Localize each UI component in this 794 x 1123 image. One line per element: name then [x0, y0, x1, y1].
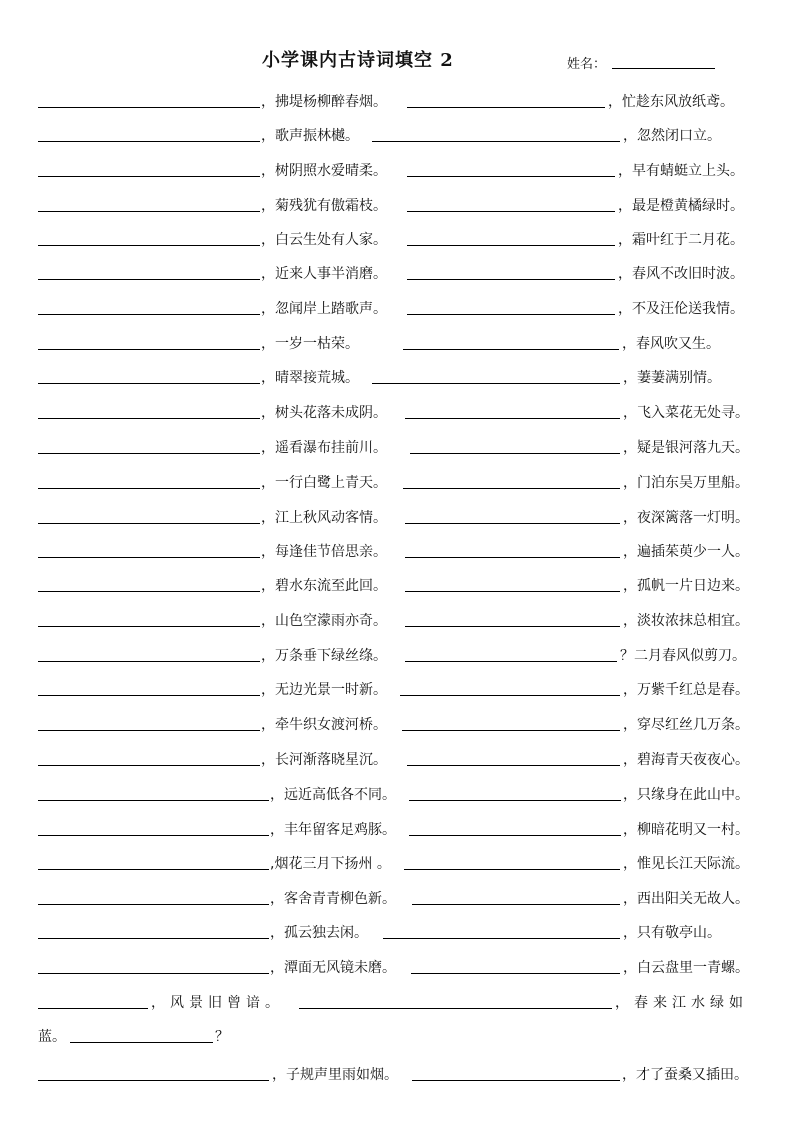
verse-text: ，客舍青青柳色新。 [270, 891, 396, 907]
blank-line[interactable] [38, 162, 260, 177]
blank-line[interactable] [38, 647, 260, 662]
verse-text: ，风景旧曾谙。 [151, 995, 284, 1011]
verse-text: ，万紫千红总是春。 [623, 682, 749, 698]
blank-line[interactable] [411, 959, 620, 974]
verse-text: ，孤云独去闲。 [270, 925, 368, 941]
blank-line[interactable] [38, 786, 269, 801]
verse-text: ，潭面无风镜未磨。 [270, 960, 396, 976]
verse-text: ，每逢佳节倍思亲。 [261, 544, 387, 560]
poem-row [0, 924, 794, 942]
poem-row [0, 612, 794, 630]
blank-line[interactable] [38, 369, 260, 384]
blank-line[interactable] [407, 751, 620, 766]
poem-row [0, 369, 794, 387]
verse-text: ，遥看瀑布挂前川。 [261, 440, 387, 456]
blank-line[interactable] [38, 924, 269, 939]
blank-line[interactable] [38, 93, 260, 108]
blank-line[interactable] [405, 404, 620, 419]
verse-text: ，春来江水绿如 [615, 995, 748, 1011]
poem-row [0, 786, 794, 804]
verse-text: ，疑是银河落九天。 [623, 440, 749, 456]
blank-line[interactable] [412, 1066, 620, 1081]
blank-line[interactable] [400, 681, 620, 696]
verse-text: ，孤帆一片日边来。 [623, 578, 749, 594]
verse-text: ，万条垂下绿丝绦。 [261, 648, 387, 664]
blank-line[interactable] [38, 681, 260, 696]
name-label: 姓名： [567, 57, 607, 72]
verse-text: ，一行白鹭上青天。 [261, 475, 387, 491]
blank-line[interactable] [38, 577, 260, 592]
blank-line[interactable] [404, 855, 620, 870]
verse-text: ，牵牛织女渡河桥。 [261, 717, 387, 733]
verse-text: ，山色空濛雨亦奇。 [261, 613, 387, 629]
blank-line[interactable] [409, 786, 621, 801]
blank-line[interactable] [38, 474, 260, 489]
poem-row [0, 890, 794, 908]
blank-line[interactable] [70, 1028, 213, 1043]
blank-line[interactable] [405, 509, 620, 524]
blank-line[interactable] [407, 162, 615, 177]
poem-row [0, 959, 794, 977]
verse-text: ，无边光景一时新。 [261, 682, 387, 698]
verse-text: ，树阴照水爱晴柔。 [261, 163, 387, 179]
blank-line[interactable] [38, 821, 269, 836]
blank-line[interactable] [405, 543, 620, 558]
blank-line[interactable] [38, 335, 260, 350]
verse-text: ，春风不改旧时波。 [618, 266, 744, 282]
verse-text: ，门泊东吴万里船。 [623, 475, 749, 491]
verse-text: ？二月春风似剪刀。 [620, 648, 746, 664]
verse-text: ，夜深篱落一灯明。 [623, 510, 749, 526]
blank-line[interactable] [38, 751, 260, 766]
blank-line[interactable] [38, 265, 260, 280]
poem-row [0, 543, 794, 561]
blank-line[interactable] [407, 265, 615, 280]
verse-text: ，萋萋满别情。 [623, 370, 721, 386]
verse-text: ，早有蜻蜓立上头。 [618, 163, 744, 179]
blank-line[interactable] [405, 612, 620, 627]
verse-text: ，树头花落未成阴。 [261, 405, 387, 421]
verse-text: ，不及汪伦送我情。 [618, 301, 744, 317]
poem-row-last [0, 1066, 794, 1084]
blank-line[interactable] [38, 509, 260, 524]
verse-text: ，歌声振林樾。 [261, 128, 359, 144]
poem-row [0, 821, 794, 839]
blank-line[interactable] [38, 612, 260, 627]
blank-line[interactable] [38, 994, 148, 1009]
blank-line[interactable] [38, 543, 260, 558]
poem-row [0, 474, 794, 492]
verse-text: ，远近高低各不同。 [270, 787, 396, 803]
poem-row [0, 335, 794, 353]
verse-text: ，春风吹又生。 [622, 336, 720, 352]
poem-row [0, 439, 794, 457]
verse-text: ，碧海青天夜夜心。 [623, 752, 749, 768]
verse-text: ，忙趁东风放纸鸢。 [608, 94, 734, 110]
blank-line[interactable] [405, 647, 617, 662]
poem-row [0, 127, 794, 145]
poem-row [0, 751, 794, 769]
blank-line[interactable] [407, 231, 615, 246]
blank-line[interactable] [299, 994, 612, 1009]
verse-text: ，遍插茱萸少一人。 [623, 544, 749, 560]
verse-text: ，飞入菜花无处寻。 [623, 405, 749, 421]
verse-text: ，拂堤杨柳醉春烟。 [261, 94, 387, 110]
verse-text: ，只有敬亭山。 [623, 925, 721, 941]
blank-line[interactable] [410, 439, 620, 454]
verse-text: ，才了蚕桑又插田。 [622, 1067, 748, 1083]
blank-line[interactable] [407, 300, 615, 315]
blank-line[interactable] [38, 1066, 269, 1081]
poem-row [0, 716, 794, 734]
verse-text: ，晴翠接荒城。 [261, 370, 359, 386]
verse-text: ，白云盘里一青螺。 [623, 960, 749, 976]
verse-text: ，忽闻岸上踏歌声。 [261, 301, 387, 317]
verse-text: ，碧水东流至此回。 [261, 578, 387, 594]
verse-text: ，最是橙黄橘绿时。 [618, 198, 744, 214]
poem-row [0, 197, 794, 215]
blank-line[interactable] [38, 231, 260, 246]
blank-line[interactable] [402, 716, 620, 731]
verse-text: ，一岁一枯荣。 [261, 336, 359, 352]
verse-text: ，子规声里雨如烟。 [272, 1067, 398, 1083]
poem-row [0, 93, 794, 111]
blank-line[interactable] [403, 474, 620, 489]
verse-text: ，长河渐落晓星沉。 [261, 752, 387, 768]
verse-text: ,烟花三月下扬州 。 [270, 856, 391, 872]
blank-line[interactable] [407, 197, 615, 212]
poem-row [0, 231, 794, 249]
verse-text: ，白云生处有人家。 [261, 232, 387, 248]
verse-text: ，柳暗花明又一村。 [623, 822, 749, 838]
blank-line[interactable] [38, 959, 269, 974]
name-field-line[interactable] [612, 68, 715, 69]
verse-text: ，忽然闭口立。 [623, 128, 721, 144]
blank-line[interactable] [383, 924, 620, 939]
verse-text: 蓝。 [38, 1029, 66, 1045]
blank-line[interactable] [38, 127, 260, 142]
blank-line[interactable] [372, 127, 620, 142]
verse-text: ，近来人事半消磨。 [261, 266, 387, 282]
verse-text: ，江上秋风动客情。 [261, 510, 387, 526]
verse-text: ，菊残犹有傲霜枝。 [261, 198, 387, 214]
verse-text: ，惟见长江天际流。 [623, 856, 749, 872]
verse-text: ，丰年留客足鸡豚。 [270, 822, 396, 838]
blank-line[interactable] [409, 821, 621, 836]
poem-row [0, 855, 794, 873]
blank-line[interactable] [38, 300, 260, 315]
blank-line[interactable] [38, 716, 260, 731]
poem-row [0, 265, 794, 283]
poem-row [0, 300, 794, 318]
blank-line[interactable] [38, 404, 260, 419]
blank-line[interactable] [38, 197, 260, 212]
poem-row [0, 404, 794, 422]
verse-text: ，只缘身在此山中。 [623, 787, 749, 803]
blank-line[interactable] [407, 93, 605, 108]
blank-line[interactable] [412, 890, 620, 905]
poem-row-special-cont [0, 1028, 794, 1046]
blank-line[interactable] [38, 855, 269, 870]
blank-line[interactable] [38, 890, 269, 905]
blank-line[interactable] [38, 439, 260, 454]
poem-row [0, 509, 794, 527]
poem-row [0, 647, 794, 665]
poem-row [0, 681, 794, 699]
poem-row-special [0, 994, 794, 1012]
page-title: 小学课内古诗词填空 2 [262, 50, 454, 71]
poem-row [0, 162, 794, 180]
poem-row [0, 577, 794, 595]
blank-line[interactable] [372, 369, 620, 384]
verse-text: ，穿尽红丝几万条。 [623, 717, 749, 733]
verse-text: ，淡妆浓抹总相宜。 [623, 613, 749, 629]
verse-text: ，西出阳关无故人。 [623, 891, 749, 907]
blank-line[interactable] [403, 335, 619, 350]
verse-text: ，霜叶红于二月花。 [618, 232, 744, 248]
blank-line[interactable] [405, 577, 620, 592]
verse-text: ？ [215, 1029, 229, 1045]
